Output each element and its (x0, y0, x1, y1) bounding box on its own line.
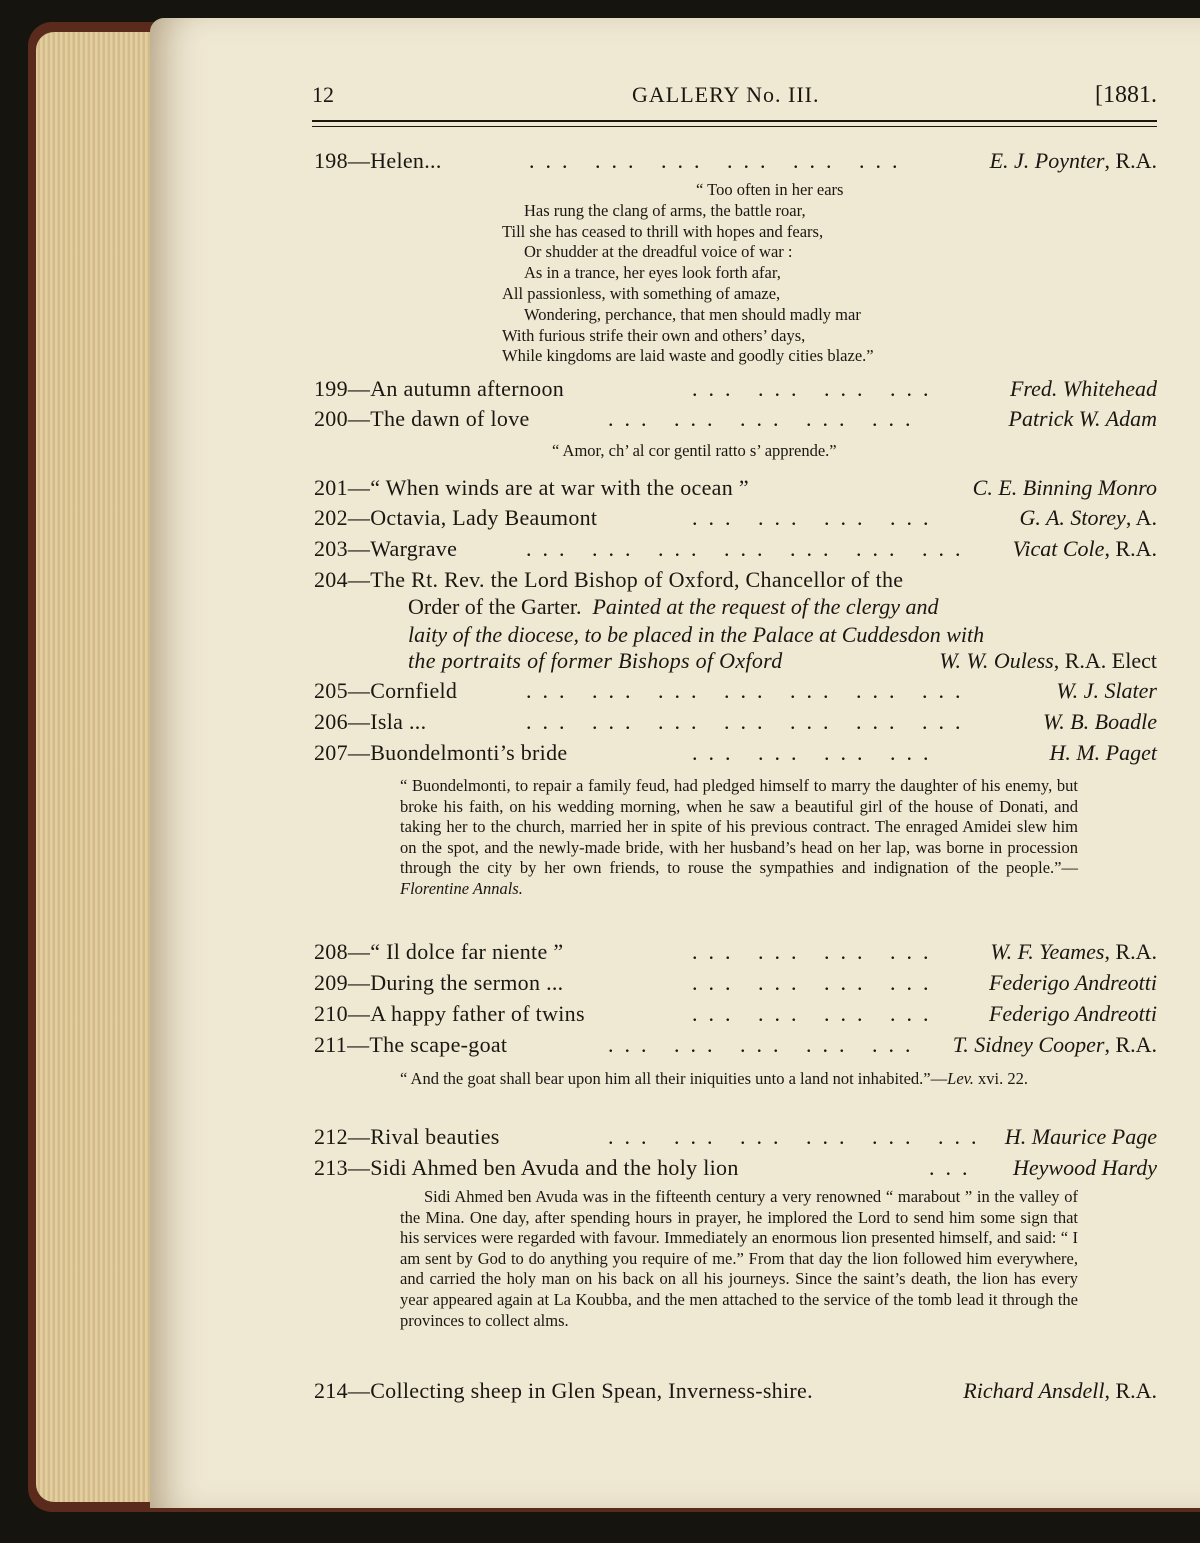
entry-201 (314, 473, 1157, 503)
entry-title: 206—Isla ... (314, 709, 427, 734)
entry-204 (314, 565, 1157, 595)
poem-line: Till she has ceased to thrill with hopes and fears, (502, 221, 824, 241)
entry-212 (314, 1122, 1157, 1152)
entry-artist: H. M. Paget (1049, 740, 1157, 765)
poem-line: Has rung the clang of arms, the battle roar, (524, 200, 806, 220)
entry-title: 204—The Rt. Rev. the Lord Bishop of Oxford, Chancellor of the (314, 567, 904, 592)
leader-dots: ... ... ... ... (692, 939, 940, 964)
quote-200 (552, 441, 837, 462)
leader-dots: ... (929, 1155, 979, 1180)
header-rule (312, 120, 1157, 122)
entry-title: 214—Collecting sheep in Glen Spean, Inverness-shire. (314, 1378, 813, 1403)
entry-206 (314, 707, 1157, 737)
entry-artist: T. Sidney Cooper, R.A. (952, 1032, 1157, 1057)
entry-198 (314, 146, 1157, 176)
entry-title: 207—Buondelmonti’s bride (314, 740, 568, 765)
entry-214 (314, 1376, 1157, 1406)
entry-207 (314, 738, 1157, 768)
entry-title: 202—Octavia, Lady Beaumont (314, 505, 598, 530)
entry-artist: G. A. Storey, A. (1019, 505, 1157, 530)
leader-dots: ... ... ... ... ... ... ... (526, 536, 972, 561)
entry-artist: W. B. Boadle (1042, 709, 1157, 734)
entry-208 (314, 937, 1157, 967)
entry-artist: H. Maurice Page (1004, 1124, 1157, 1149)
leader-dots: ... ... ... ... ... ... ... (526, 709, 972, 734)
entry-artist: Richard Ansdell, R.A. (963, 1378, 1157, 1403)
entry-204-line-4: the portraits of former Bishops of Oxford W. W. Ouless, R.A. Elect (408, 646, 1157, 676)
entry-204-line-3: laity of the diocese, to be placed in the Palace at Cuddesdon with (408, 622, 985, 647)
entry-title: 203—Wargrave (314, 536, 458, 561)
leader-dots: ... ... ... ... ... ... ... (526, 678, 972, 703)
leader-dots: ... ... ... ... (692, 970, 940, 995)
entry-209 (314, 968, 1157, 998)
leader-dots: ... ... ... ... ... ... (608, 1124, 988, 1149)
quote-211: “ And the goat shall bear upon him all their iniquities unto a land not inhabited.”—Lev. xvi. 22. (400, 1069, 1028, 1088)
entry-artist: W. W. Ouless, R.A. Elect (939, 648, 1157, 673)
entry-204-line-2: Order of the Garter. Painted at the request of the clergy and (408, 594, 939, 619)
leader-dots: ... ... ... ... (692, 376, 940, 401)
entry-title: 210—A happy father of twins (314, 1001, 585, 1026)
poem-line: All passionless, with something of amaze, (502, 283, 781, 303)
entry-205 (314, 676, 1157, 706)
quote-207: “ Buondelmonti, to repair a family feud, had pledged himself to marry the daughter of his enemy, but broke his faith, on his wedding morning, when he saw a beautiful girl of the house of Donati, and taking her to the church, married her in spite of his previous contract. The enraged Amidei slew him on the spot, and the newly-made bride, with her husband’s head on her lap, was borne in procession through the city by her own friends, to rouse the sympathies and indignation of the people.”—Florentine Annals. (400, 776, 1078, 898)
entry-artist: W. J. Slater (1056, 678, 1157, 703)
entry-199 (314, 374, 1157, 404)
entry-artist: Fred. Whitehead (1009, 376, 1157, 401)
entry-title: 208—“ Il dolce far niente ” (314, 939, 564, 964)
entry-title: 200—The dawn of love (314, 406, 530, 431)
page-header (312, 82, 1157, 116)
leader-dots: ... ... ... ... (692, 505, 940, 530)
poem-line: With furious strife their own and others’ days, (502, 325, 806, 345)
entry-200 (314, 404, 1157, 434)
leader-dots: ... ... ... ... (692, 740, 940, 765)
leader-dots: ... ... ... ... ... (608, 1032, 922, 1057)
entry-artist: Federigo Andreotti (988, 1001, 1157, 1026)
entry-artist: Heywood Hardy (1013, 1155, 1157, 1180)
poem-line: While kingdoms are laid waste and goodly cities blaze.” (502, 346, 874, 366)
entry-artist: Vicat Cole, R.A. (1012, 536, 1157, 561)
entry-artist: Federigo Andreotti (988, 970, 1157, 995)
note-213: Sidi Ahmed ben Avuda was in the fifteenth century a very renowned “ marabout ” in the valley of the Mina. One day, after spending hours in prayer, he implored the Lord to send him some sign that his services were regarded with favour. Immediately an enormous lion presented himself, and said: “ I am sent by God to do anything you require of me.” From that day the lion followed him everywhere, and carried the holy man on his back on all his journeys. Since the saint’s death, the lion has every year appeared again at La Koubba, and the men attached to the service of the tomb lead it through the provinces to collect alms. (400, 1187, 1078, 1330)
entry-203 (314, 534, 1157, 564)
page-number: 12 (312, 82, 334, 107)
poem-line: Or shudder at the dreadful voice of war : (524, 242, 793, 262)
entry-210 (314, 999, 1157, 1029)
gallery-title: GALLERY No. III. (632, 82, 820, 107)
poem-198 (502, 180, 874, 367)
entry-title: 211—The scape-goat (314, 1032, 508, 1057)
leader-dots: ... ... ... ... ... ... (529, 148, 909, 173)
entry-artist: W. F. Yeames, R.A. (990, 939, 1157, 964)
leader-dots: ... ... ... ... ... (608, 406, 922, 431)
quote-line: “ Amor, ch’ al cor gentil ratto s’ apprende.” (552, 441, 837, 460)
entry-artist: E. J. Poynter, R.A. (989, 148, 1157, 173)
entry-title: 213—Sidi Ahmed ben Avuda and the holy lion (314, 1155, 739, 1180)
year: [1881. (1095, 82, 1157, 108)
entry-title: 198—Helen... (314, 148, 442, 173)
entry-artist: Patrick W. Adam (1008, 406, 1157, 431)
entry-title: 209—During the sermon ... (314, 970, 564, 995)
entry-title: 201—“ When winds are at war with the ocean ” (314, 475, 749, 500)
entry-211 (314, 1030, 1157, 1060)
entry-artist: C. E. Binning Monro (972, 475, 1157, 500)
entry-title: 199—An autumn afternoon (314, 376, 565, 401)
poem-line: “ Too often in her ears (696, 180, 844, 199)
leader-dots: ... ... ... ... (692, 1001, 940, 1026)
entry-202 (314, 503, 1157, 533)
entry-213 (314, 1153, 1157, 1183)
poem-line: Wondering, perchance, that men should madly mar (524, 304, 861, 324)
entry-title: 205—Cornfield (314, 678, 458, 703)
entry-title: 212—Rival beauties (314, 1124, 500, 1149)
poem-line: As in a trance, her eyes look forth afar, (524, 263, 781, 283)
header-rule-thin (312, 126, 1157, 127)
